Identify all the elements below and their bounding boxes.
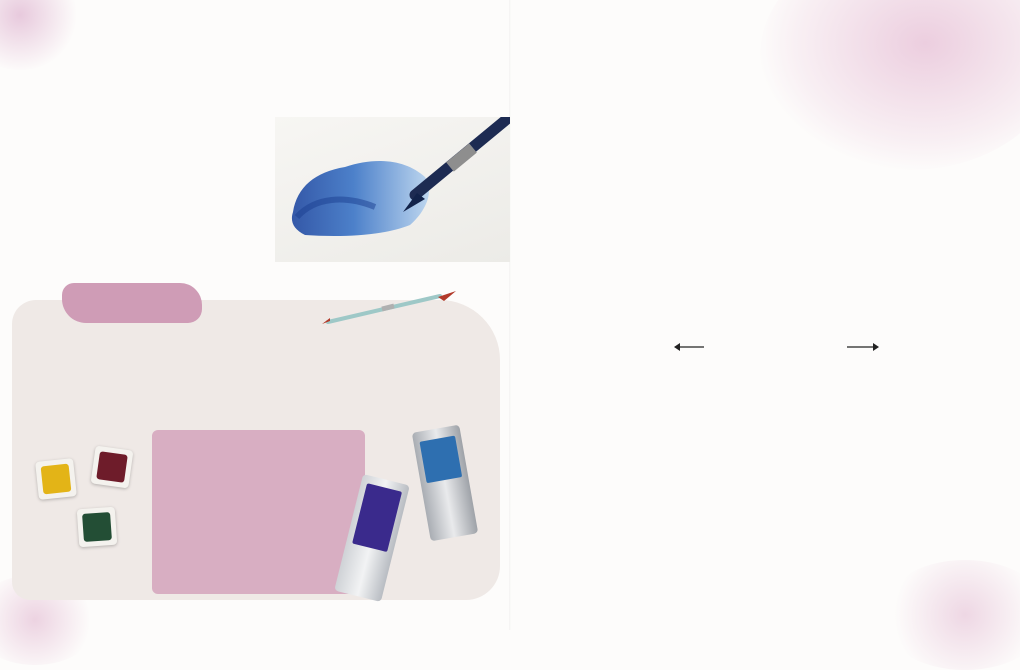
tube-brand-text bbox=[362, 492, 369, 519]
paint-pan-yellow bbox=[35, 458, 77, 500]
brush-stroke-illustration bbox=[275, 117, 510, 262]
arrow-right-icon bbox=[845, 340, 881, 354]
tube-label-blue bbox=[419, 436, 462, 484]
consistency-swatch-row bbox=[610, 165, 920, 215]
paintbrush-icon bbox=[320, 288, 460, 328]
info-box bbox=[152, 430, 365, 594]
brush-photo bbox=[275, 117, 510, 262]
tonal-swatch-grid bbox=[556, 362, 916, 552]
tube-label-violet bbox=[352, 483, 402, 552]
watercolor-wash-bottom-right bbox=[880, 560, 1020, 670]
tip-banner bbox=[62, 283, 202, 323]
watercolor-wash-top-left bbox=[0, 0, 80, 70]
arrow-left-icon bbox=[672, 340, 712, 354]
watercolor-wash-top-right bbox=[760, 0, 1020, 170]
paint-pan-green bbox=[77, 507, 118, 548]
paint-pan-red bbox=[91, 446, 134, 489]
book-spine bbox=[509, 0, 511, 630]
info-box-text bbox=[166, 440, 353, 448]
